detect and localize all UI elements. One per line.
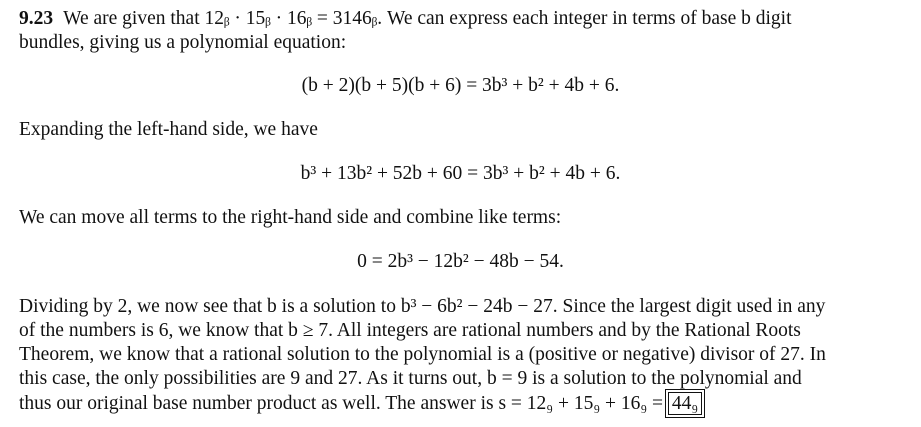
line-9-text: thus our original base number product as well. The answer is s = 12₉ + 15₉ + 16₉ =: [19, 393, 664, 414]
solution-line-5: Dividing by 2, we now see that b is a solution to b³ − 6b² − 24b − 27. Since the largest digit used in any: [19, 296, 826, 317]
solution-line-3: Expanding the left-hand side, we have: [19, 119, 318, 140]
problem-number: 9.23: [19, 8, 54, 29]
solution-line-9: [19, 392, 702, 416]
solution-line-1: [19, 7, 792, 31]
solution-line-7: Theorem, we know that a rational solution to the polynomial is a (positive or negative) divisor of 27. In: [19, 344, 826, 365]
boxed-answer: 44₉: [668, 392, 702, 415]
equation-1: (b + 2)(b + 5)(b + 6) = 3b³ + b² + 4b + 6.: [301, 75, 620, 96]
equation-3: 0 = 2b³ − 12b² − 48b − 54.: [357, 251, 564, 272]
solution-line-2: bundles, giving us a polynomial equation:: [19, 32, 347, 53]
solution-line-6: of the numbers is 6, we know that b ≥ 7. All integers are rational numbers and by the Rational Roots: [19, 320, 801, 341]
solution-line-4: We can move all terms to the right-hand side and combine like terms:: [19, 207, 562, 228]
line-1-text: We are given that 12ᵦ · 15ᵦ · 16ᵦ = 3146ᵦ. We can express each integer in terms of base b digit: [63, 8, 792, 29]
solution-line-8: this case, the only possibilities are 9 and 27. As it turns out, b = 9 is a solution to the polynomial and: [19, 368, 802, 389]
equation-2: b³ + 13b² + 52b + 60 = 3b³ + b² + 4b + 6.: [300, 163, 621, 184]
